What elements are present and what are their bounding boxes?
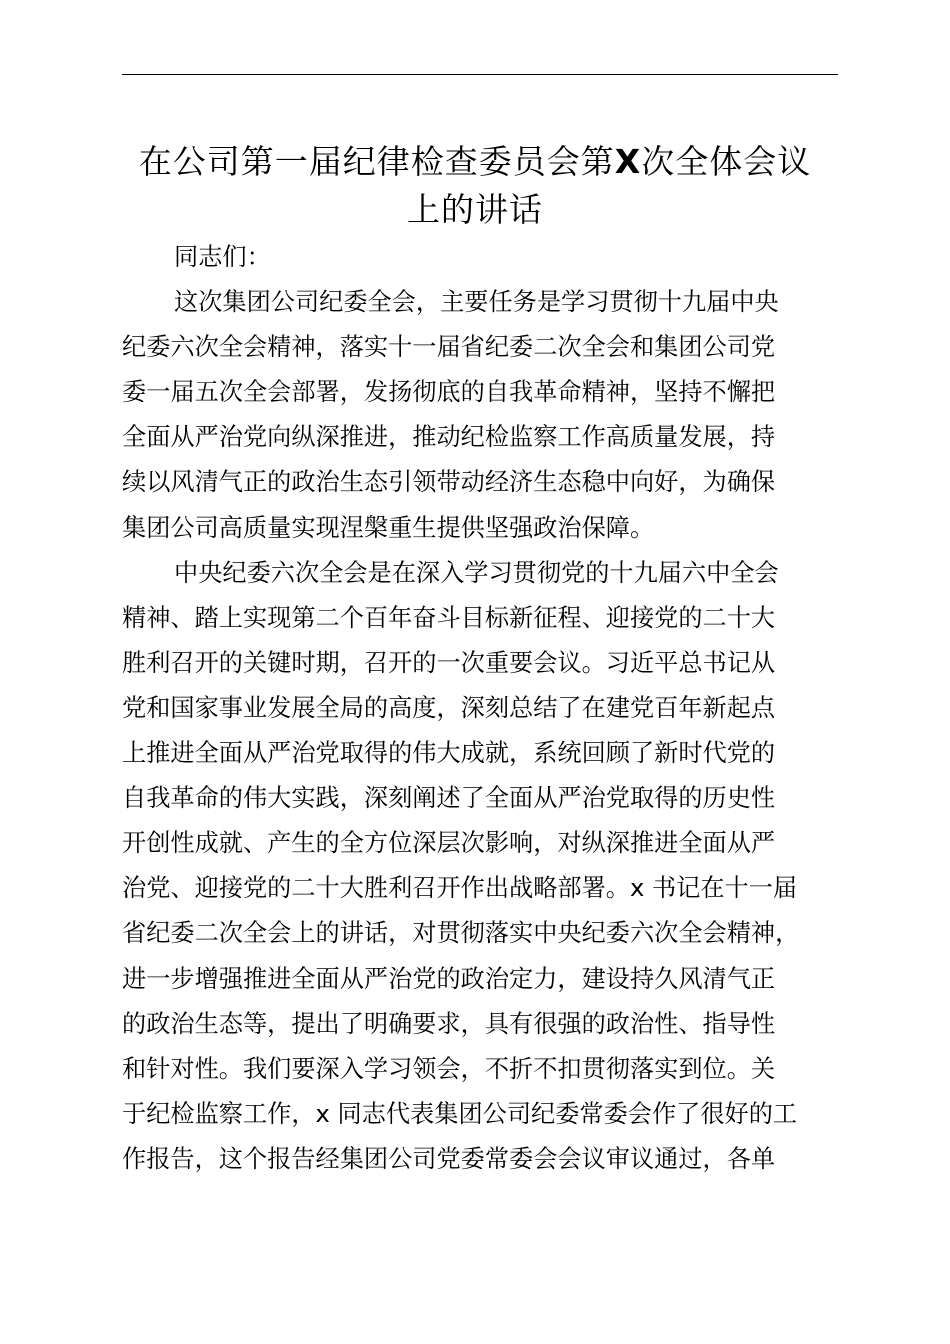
paragraph-2-line: 上推进全面从严治党取得的伟大成就，系统回顾了新时代党的 <box>122 739 776 768</box>
paragraph-1-line: 全面从严治党向纵深推进，推动纪检监察工作高质量发展，持 <box>122 423 776 452</box>
paragraph-1-line: 续以风清气正的政治生态引领带动经济生态稳中向好，为确保 <box>122 468 776 497</box>
document-body <box>122 235 842 1182</box>
title-line-2: 上的讲话 <box>407 190 543 229</box>
paragraph-2-line: 和针对性。我们要深入学习领会，不折不扣贯彻落实到位。关 <box>122 1054 776 1083</box>
title-text-1c: 次全体会议 <box>641 142 812 181</box>
paragraph-2-line: 中央纪委六次全会是在深入学习贯彻党的十九届六中全会 <box>174 558 779 587</box>
document-title <box>100 138 850 234</box>
salutation: 同志们： <box>174 243 271 271</box>
paragraph-1-line: 集团公司高质量实现涅槃重生提供坚强政治保障。 <box>122 513 655 542</box>
paragraph-2-line: 党和国家事业发展全局的高度，深刻总结了在建党百年新起点 <box>122 693 776 722</box>
paragraph-1-line: 这次集团公司纪委全会，主要任务是学习贯彻十九届中央 <box>174 288 779 317</box>
title-line-1 <box>100 138 850 186</box>
header-rule <box>122 74 838 75</box>
paragraph-2-line: 的政治生态等，提出了明确要求，具有很强的政治性、指导性 <box>122 1009 776 1038</box>
paragraph-2-line: 治党、迎接党的二十大胜利召开作出战略部署。x 书记在十一届 <box>122 874 798 903</box>
paragraph-2-line: 进一步增强推进全面从严治党的政治定力，建设持久风清气正 <box>122 964 776 993</box>
title-text-1a: 在公司第一届纪律检查委员会第 <box>138 142 615 181</box>
paragraph-2-line: 胜利召开的关键时期，召开的一次重要会议。习近平总书记从 <box>122 648 776 677</box>
paragraph-1-line: 委一届五次全会部署，发扬彻底的自我革命精神，坚持不懈把 <box>122 378 776 407</box>
paragraph-2-line: 开创性成就、产生的全方位深层次影响，对纵深推进全面从严 <box>122 829 776 858</box>
paragraph-2-line: 自我革命的伟大实践，深刻阐述了全面从严治党取得的历史性 <box>122 784 776 813</box>
paragraph-1-line: 纪委六次全会精神，落实十一届省纪委二次全会和集团公司党 <box>122 333 776 362</box>
title-text-1b: X <box>614 142 642 181</box>
paragraph-2-line: 精神、踏上实现第二个百年奋斗目标新征程、迎接党的二十大 <box>122 603 776 632</box>
paragraph-2-line: 作报告，这个报告经集团公司党委常委会会议审议通过，各单 <box>122 1144 776 1173</box>
paragraph-2-line: 于纪检监察工作，x 同志代表集团公司纪委常委会作了很好的工 <box>122 1099 798 1128</box>
paragraph-2-line: 省纪委二次全会上的讲话，对贯彻落实中央纪委六次全会精神， <box>122 919 800 948</box>
